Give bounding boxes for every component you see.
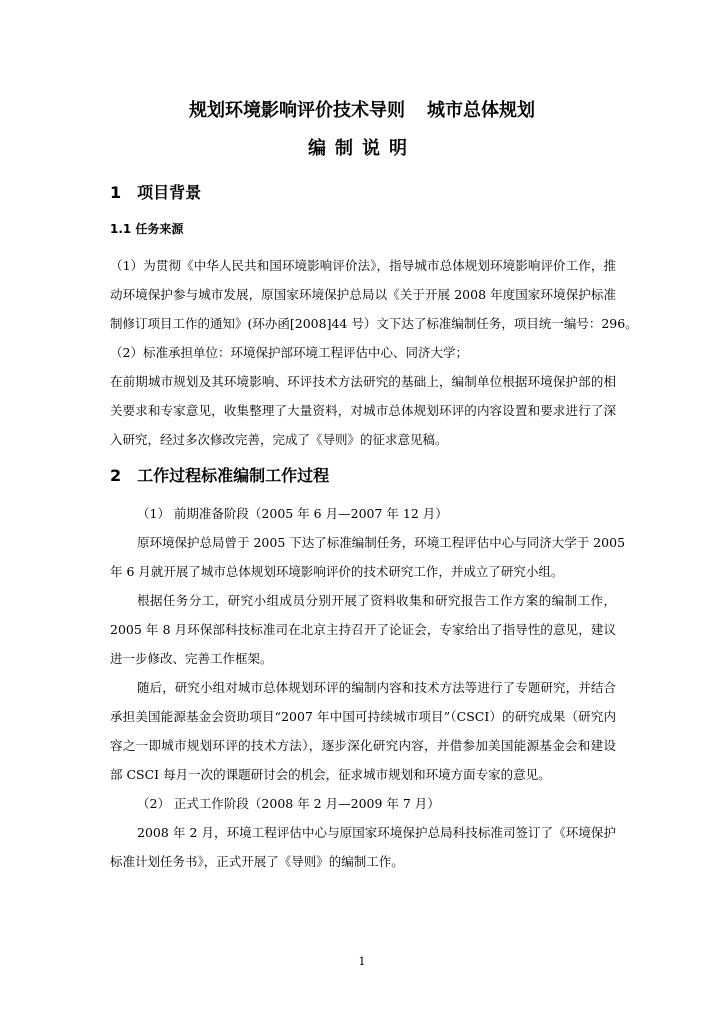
text-line: 关要求和专家意见，收集整理了大量资料，对城市总体规划环评的内容设置和要求进行了深 [110, 403, 616, 418]
text-line: 随后，研究小组对城市总体规划环评的编制内容和技术方法等进行了专题研究，并结合 [137, 680, 616, 695]
section-1-number: 1 [110, 183, 122, 202]
document-subtitle: 编制说明 [308, 138, 416, 159]
text-line: 2008 年 2 月，环境工程评估中心与原国家环境保护总局科技标准司签订了《环境保护 [137, 825, 616, 840]
text-line: 部 CSCI 每月一次的课题研讨会的机会，征求城市规划和环境方面专家的意见。 [110, 767, 551, 782]
text-line: 容之一即城市规划环评的技术方法），逐步深化研究内容，并借参加美国能源基金会和建设 [110, 738, 616, 753]
section-1-1-heading: 1.1 任务来源 [110, 222, 184, 236]
page-number: 1 [358, 955, 366, 968]
text-line: 2005 年 8 月环保部科技标准司在北京主持召开了论证会，专家给出了指导性的意见，建议 [110, 622, 616, 637]
section-2-number: 2 [110, 466, 122, 485]
text-line: 进一步修改、完善工作框架。 [110, 651, 273, 666]
text-line: 在前期城市规划及其环境影响、环评技术方法研究的基础上，编制单位根据环境保护部的相 [110, 374, 616, 389]
title-part-1: 规划环境影响评价技术导则 [189, 100, 405, 121]
section-1-title: 项目背景 [137, 183, 202, 202]
text-line: 制修订项目工作的通知》(环办函[2008]44 号）文下达了标准编制任务，项目统一编号：296。 [110, 316, 638, 331]
text-line: 根据任务分工，研究小组成员分别开展了资料收集和研究报告工作方案的编制工作， [137, 593, 616, 608]
section-2-heading [110, 463, 329, 486]
section-2-title: 工作过程标准编制工作过程 [137, 466, 330, 485]
stage-1-heading: （1） 前期准备阶段（2005 年 6 月—2007 年 12 月） [137, 506, 448, 521]
paragraph-task-source [110, 251, 638, 454]
title-part-2: 城市总体规划 [427, 100, 535, 121]
text-line: 年 6 月就开展了城市总体规划环境影响评价的技术研究工作，并成立了研究小组。 [110, 564, 564, 579]
text-line: 承担美国能源基金会资助项目“2007 年中国可持续城市项目”（CSCI）的研究成果（研究内 [110, 709, 616, 724]
text-line: 入研究，经过多次修改完善，完成了《导则》的征求意见稿。 [110, 432, 448, 447]
text-line: （1）为贯彻《中华人民共和国环境影响评价法》，指导城市总体规划环境影响评价工作，推 [110, 258, 616, 273]
document-title [0, 96, 724, 122]
paragraph-work-process [110, 499, 626, 876]
stage-2-heading: （2） 正式工作阶段（2008 年 2 月—2009 年 7 月） [137, 796, 440, 811]
text-line: 原环境保护总局曾于 2005 下达了标准编制任务，环境工程评估中心与同济大学于 2005 [137, 535, 626, 550]
text-line: 动环境保护参与城市发展，原国家环境保护总局以《关于开展 2008 年度国家环境保护标准 [110, 287, 616, 302]
text-line: 标准计划任务书》，正式开展了《导则》的编制工作。 [110, 854, 404, 869]
text-line: （2）标准承担单位：环境保护部环境工程评估中心、同济大学； [110, 345, 468, 360]
section-1-heading [110, 180, 201, 203]
